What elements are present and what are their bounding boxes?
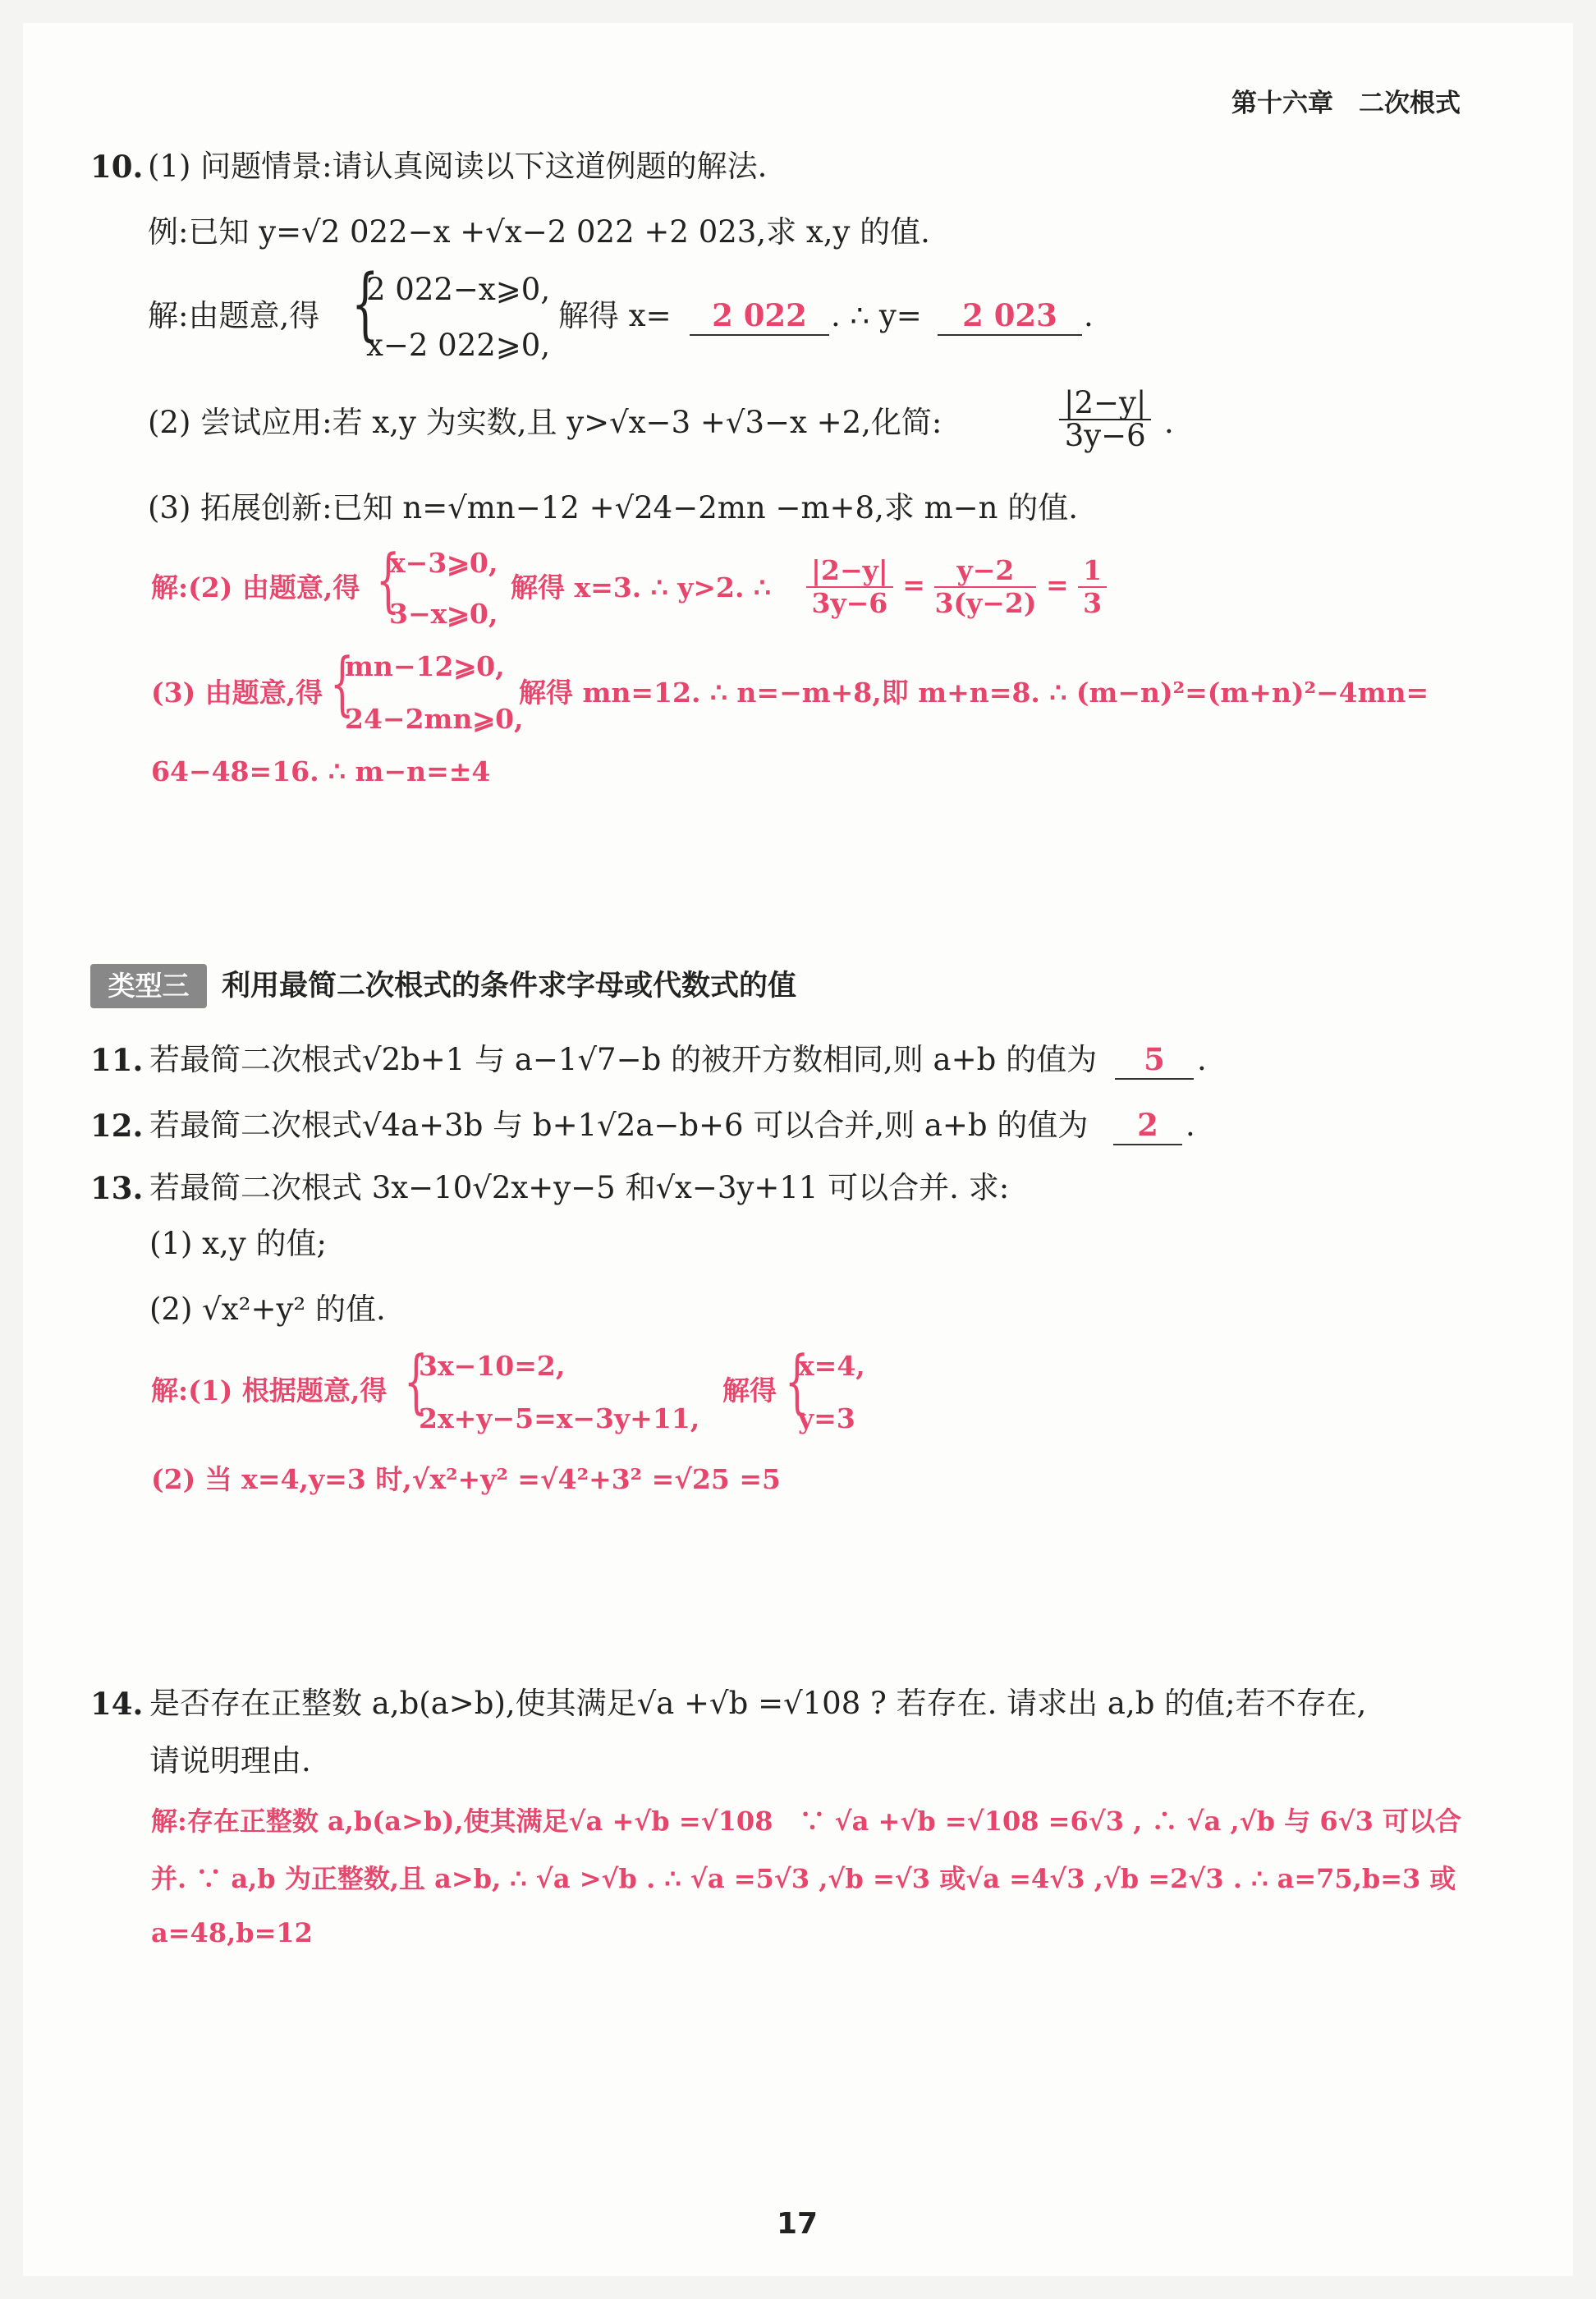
q10-answer2-num3: 1 (1078, 555, 1107, 588)
q10-system-line1: 2 022−x⩾0, (366, 272, 551, 307)
q12-number: 12. (90, 1108, 144, 1144)
q10-answer-x: 2 022 (712, 297, 807, 333)
q11-answer-blank (1115, 1039, 1194, 1081)
q10-answer2-brace: { (376, 539, 401, 620)
q13-answer1-mid: 解得 (722, 1374, 777, 1406)
q13-answer1-sol2: y=3 (798, 1402, 855, 1434)
q10-answer-y-blank (938, 296, 1082, 337)
q14-number: 14. (90, 1686, 144, 1722)
section-tag: 类型三 (90, 964, 207, 1008)
q14-answer-line2: 并. ∵ a,b 为正整数,且 a>b, ∴ √a >√b . ∴ √a =5√3 ,√b =√3 或√a =4√3 ,√b =2√3 . ∴ a=75,b=3 或 (151, 1863, 1456, 1894)
q10-answer-x-blank (690, 296, 829, 337)
q10-answer2-sys1: x−3⩾0, (389, 547, 498, 579)
q14-text2: 请说明理由. (149, 1743, 311, 1778)
q12-text: 若最简二次根式√4a+3b 与 b+1√2a−b+6 可以合并,则 a+b 的值为 (149, 1108, 1089, 1143)
q10-answer3-line2: 64−48=16. ∴ m−n=±4 (151, 755, 491, 787)
q13-answer1-sol1: x=4, (798, 1350, 865, 1382)
q10-answer3-prefix: (3) 由题意,得 (151, 677, 323, 709)
q10-therefore: . ∴ y= (831, 298, 922, 333)
q10-solution-end: . (1084, 298, 1094, 333)
q12-answer-blank (1113, 1105, 1182, 1146)
q10-answer-y: 2 023 (962, 297, 1057, 333)
q13-answer2: (2) 当 x=4,y=3 时,√x²+y² =√4²+3² =√25 =5 (151, 1463, 781, 1495)
q10-answer3-mid: 解得 mn=12. ∴ n=−m+8,即 m+n=8. ∴ (m−n)²=(m+n)²−4mn= (519, 677, 1429, 709)
q13-part2: (2) √x²+y² 的值. (149, 1292, 386, 1327)
q12-end: . (1186, 1108, 1195, 1143)
q13-text: 若最简二次根式 3x−10√2x+y−5 和√x−3y+11 可以合并. 求: (149, 1170, 1010, 1205)
q12-answer: 2 (1137, 1107, 1158, 1143)
q10-answer2-den3: 3 (1083, 587, 1103, 619)
q11-number: 11. (90, 1042, 144, 1078)
q13-answer1-brace: { (404, 1341, 429, 1421)
section-title: 利用最简二次根式的条件求字母或代数式的值 (222, 970, 797, 1003)
q10-answer2-num2: y−2 (934, 555, 1036, 588)
q10-part2-end: . (1164, 405, 1174, 440)
q10-answer3-brace: { (330, 643, 355, 723)
q10-answer2-den1: 3y−6 (811, 587, 888, 619)
q10-answer2-num1: |2−y| (806, 555, 893, 588)
q10-answer2-mid: 解得 x=3. ∴ y>2. ∴ (511, 571, 771, 603)
q10-system-line2: x−2 022⩾0, (366, 328, 551, 363)
q14-answer-line1: 解:存在正整数 a,b(a>b),使其满足√a +√b =√108 ∵ √a +√b =√108 =6√3 , ∴ √a ,√b 与 6√3 可以合 (151, 1806, 1462, 1837)
q10-answer2-sys2: 3−x⩾0, (389, 598, 498, 630)
q10-part2: (2) 尝试应用:若 x,y 为实数,且 y>√x−3 +√3−x +2,化简: (148, 405, 942, 440)
q11-answer: 5 (1144, 1041, 1165, 1077)
page-number: 17 (777, 2207, 819, 2241)
q10-answer3-sys2: 24−2mn⩾0, (345, 703, 524, 735)
q10-solution-mid: 解得 x= (558, 298, 672, 333)
q10-part2-numerator: |2−y| (1059, 388, 1151, 420)
q13-answer1-prefix: 解:(1) 根据题意,得 (151, 1374, 388, 1406)
q10-system-brace: { (351, 258, 379, 350)
q10-part2-denominator: 3y−6 (1064, 418, 1146, 453)
q10-number: 10. (90, 149, 144, 185)
q10-answer2-eq2: = (1045, 569, 1069, 601)
q11-end: . (1197, 1042, 1207, 1077)
q10-example: 例:已知 y=√2 022−x +√x−2 022 +2 023,求 x,y 的值. (148, 214, 930, 250)
q10-answer2-den2: 3(y−2) (934, 587, 1037, 619)
q14-text: 是否存在正整数 a,b(a>b),使其满足√a +√b =√108 ? 若存在. 请求出 a,b 的值;若不存在, (149, 1686, 1367, 1721)
q10-part1: (1) 问题情景:请认真阅读以下这道例题的解法. (148, 149, 768, 184)
q13-part1: (1) x,y 的值; (149, 1226, 327, 1261)
q10-answer2-eq1: = (902, 569, 925, 601)
q13-answer1-sol-brace: { (785, 1341, 809, 1421)
q13-number: 13. (90, 1170, 144, 1206)
q11-text: 若最简二次根式√2b+1 与 a−1√7−b 的被开方数相同,则 a+b 的值为 (149, 1042, 1098, 1077)
q10-part3: (3) 拓展创新:已知 n=√mn−12 +√24−2mn −m+8,求 m−n 的值. (148, 490, 1079, 525)
q10-part2-fraction (1059, 385, 1151, 453)
q10-answer2-prefix: 解:(2) 由题意,得 (151, 571, 360, 603)
chapter-header: 第十六章 二次根式 (1231, 89, 1461, 118)
q10-solution-prefix: 解:由题意,得 (148, 298, 320, 333)
q13-answer1-sys1: 3x−10=2, (419, 1350, 566, 1382)
q14-answer-line3: a=48,b=12 (151, 1917, 313, 1948)
q10-answer3-sys1: mn−12⩾0, (345, 650, 505, 682)
q13-answer1-sys2: 2x+y−5=x−3y+11, (419, 1402, 700, 1434)
q10-answer2-fractions (806, 555, 1107, 619)
